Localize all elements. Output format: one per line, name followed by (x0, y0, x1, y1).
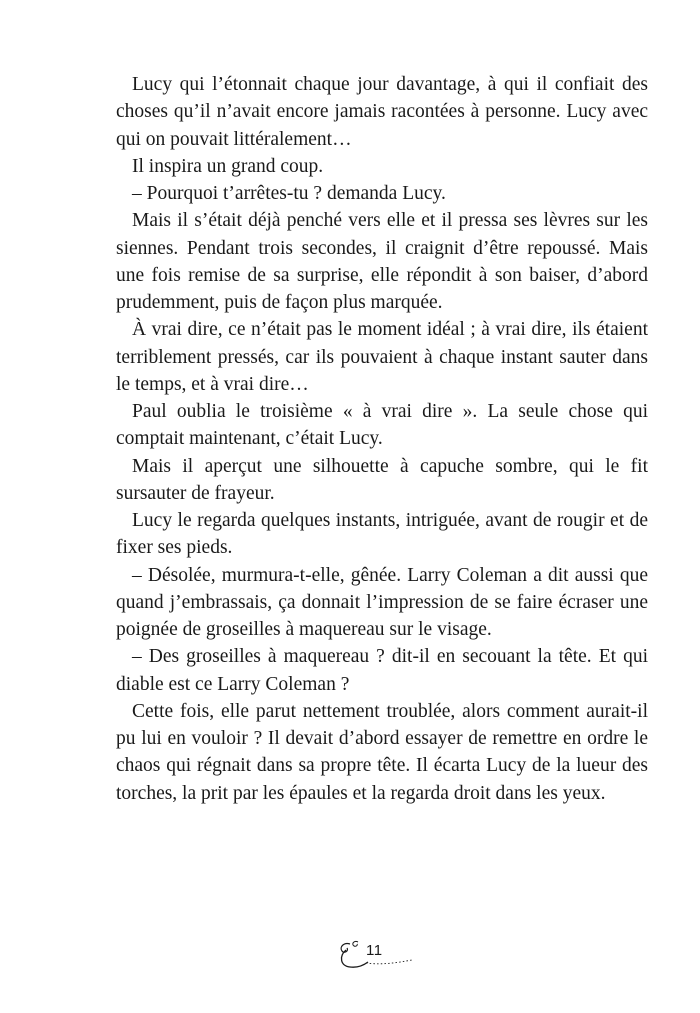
paragraph-10: – Des groseilles à maquereau ? dit-il en secouant la tête. Et qui diable est ce Larry Coleman ? (116, 646, 648, 695)
paragraph-7: Mais il aperçut une silhouette à capuche sombre, qui le fit sursauter de frayeur. (116, 455, 648, 504)
paragraph-2: Il inspira un grand coup. (132, 155, 324, 177)
paragraph-4: Mais il s’était déjà penché vers elle et il pressa ses lèvres sur les siennes. Pendant trois secondes, il craignit d’être repoussé. Mais une fois remise de sa surprise, elle répondit à son baiser, d’abord prudemment, puis de façon plus marquée. (116, 210, 648, 313)
paragraph-8: Lucy le regarda quelques instants, intriguée, avant de rougir et de fixer ses pieds. (116, 510, 648, 559)
paragraph-3: – Pourquoi t’arrêtes-tu ? demanda Lucy. (132, 183, 446, 204)
paragraph-11: Cette fois, elle parut nettement troublée, alors comment aurait-il pu lui en vouloir ? Il devait d’abord essayer de remettre en ordre le chaos qui régnait dans sa propre tête. Il écarta Lucy de la lueur des torches, la prit par les épaules et la regarda droit dans les yeux. (116, 700, 648, 804)
paragraph-5: À vrai dire, ce n’était pas le moment idéal ; à vrai dire, ils étaient terriblement pressés, car ils pouvaient à chaque instant sauter dans le temps, et à vrai dire… (116, 319, 648, 395)
book-page-text (116, 71, 648, 807)
paragraph-6: Paul oublia le troisième « à vrai dire ». La seule chose qui comptait maintenant, c’était Lucy. (116, 401, 648, 450)
paragraph-9: – Désolée, murmura-t-elle, gênée. Larry Coleman a dit aussi que quand j’embrassais, ça donnait l’impression de se faire écraser une poignée de groseilles à maquereau sur le visage. (116, 564, 648, 640)
page-number: 11 (366, 942, 383, 959)
page-footer (336, 938, 426, 974)
paragraph-1: Lucy qui l’étonnait chaque jour davantage, à qui il confiait des choses qu’il n’avait encore jamais racontées à personne. Lucy avec qui on pouvait littéralement… (116, 74, 648, 150)
